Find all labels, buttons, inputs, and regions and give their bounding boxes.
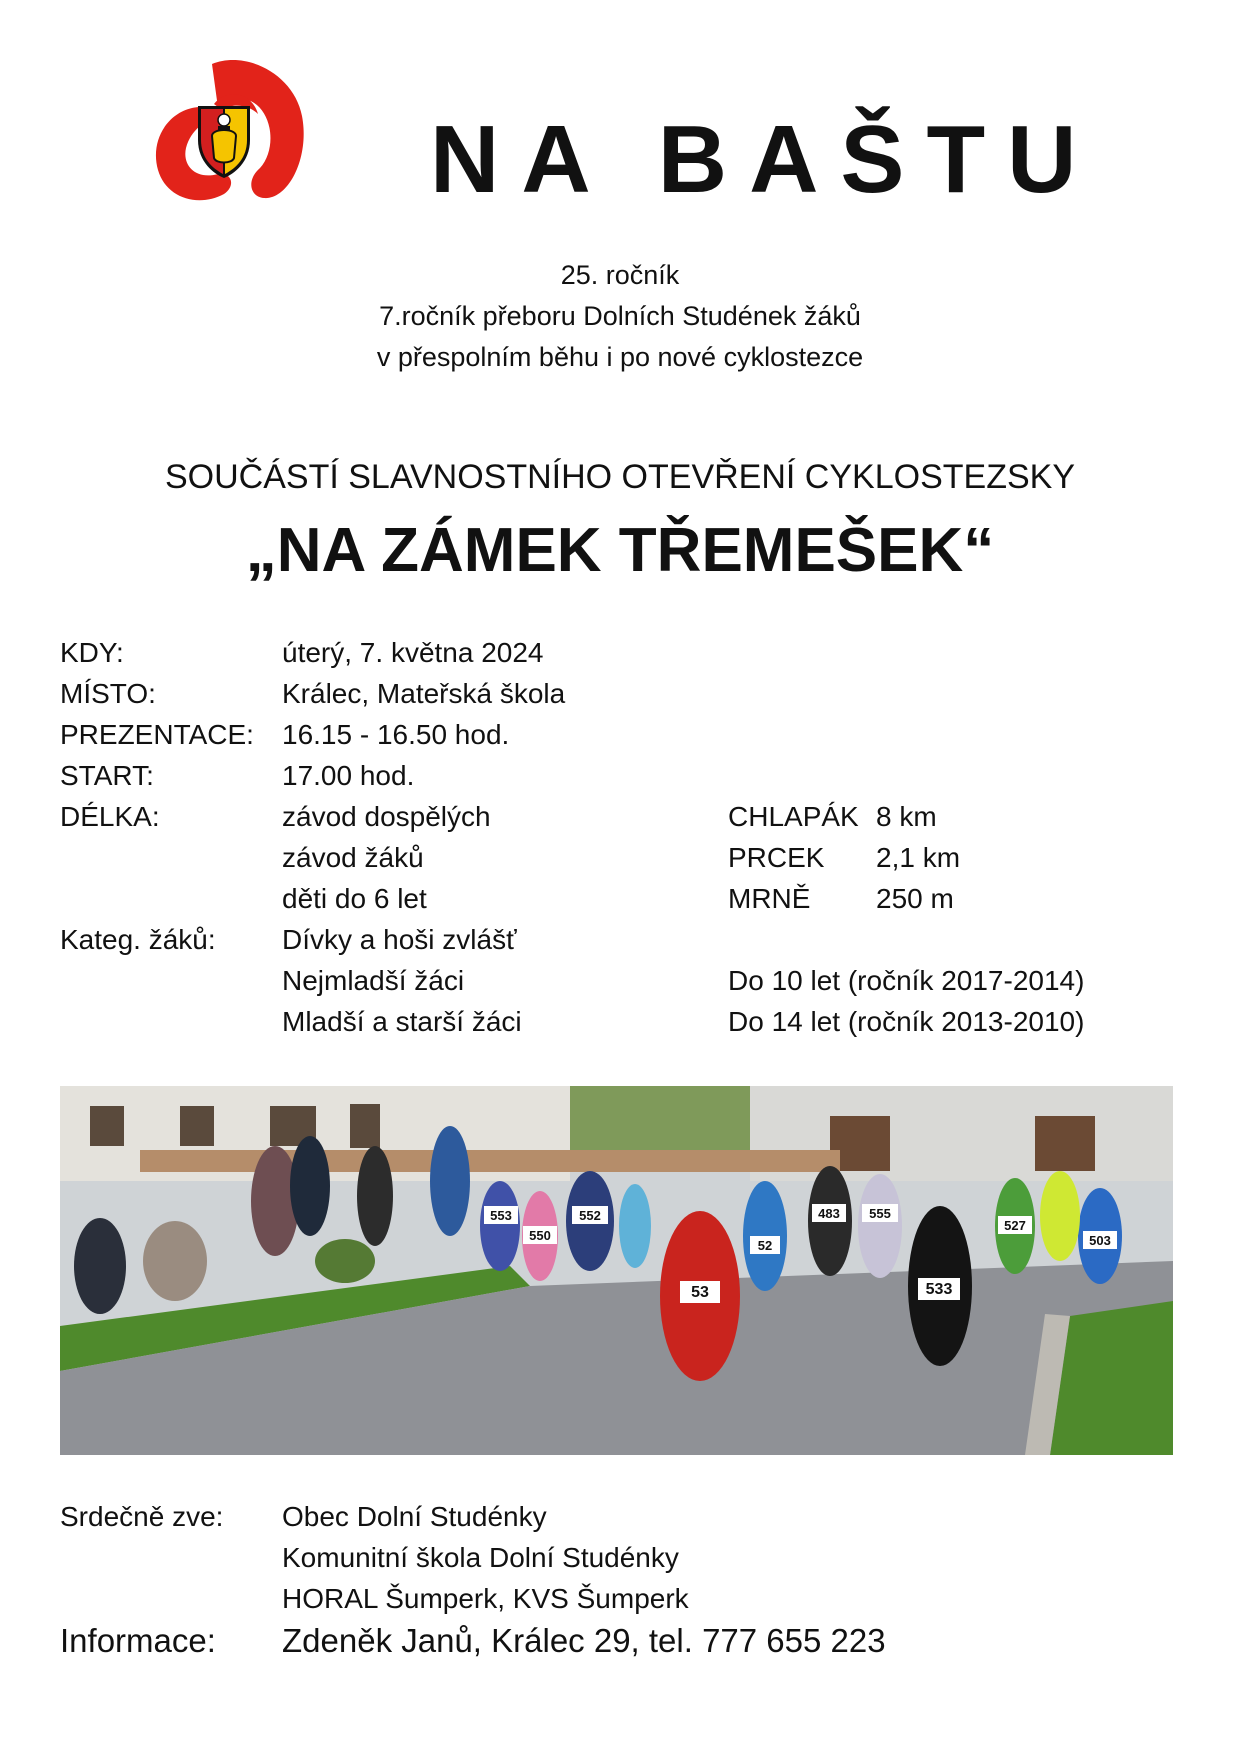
race-start-photo: [60, 1086, 1173, 1455]
length-distance: 250 m: [876, 883, 954, 914]
bib-number: 483: [818, 1206, 840, 1221]
length-race: děti do 6 let: [282, 883, 427, 914]
category-name: Nejmladší žáci: [282, 965, 465, 996]
bib-number: 550: [529, 1228, 551, 1243]
length-race: závod dospělých: [282, 801, 491, 832]
bib-number: 527: [1004, 1218, 1026, 1233]
poster-title: NA BAŠTU: [430, 106, 1099, 213]
registration-value: 16.15 - 16.50 hod.: [282, 719, 510, 750]
category-info: Do 10 let (ročník 2017-2014): [728, 965, 1085, 996]
length-race: závod žáků: [282, 842, 424, 873]
length-race-name: MRNĚ: [728, 883, 811, 914]
info-label: Informace:: [60, 1622, 216, 1659]
inviter: Obec Dolní Studénky: [282, 1501, 547, 1532]
info-contact: Zdeněk Janů, Králec 29, tel. 777 655 223: [282, 1622, 886, 1659]
category-name: Mladší a starší žáci: [282, 1006, 522, 1037]
bib-number: 53: [691, 1284, 709, 1301]
when-label: KDY:: [60, 637, 124, 668]
municipality-logo: [152, 58, 307, 210]
categories-label: Kateg. žáků:: [60, 924, 216, 955]
bib-number: 553: [490, 1208, 512, 1223]
bib-number: 552: [579, 1208, 601, 1223]
length-distance: 8 km: [876, 801, 937, 832]
length-race-name: CHLAPÁK: [728, 801, 859, 832]
bib-number: 52: [757, 1238, 773, 1253]
bib-number: 555: [869, 1206, 891, 1221]
category-name: Dívky a hoši zvlášť: [282, 924, 517, 955]
championship-line: 7.ročník přeboru Dolních Studének žáků: [379, 301, 861, 331]
length-label: DÉLKA:: [60, 801, 160, 832]
when-value: úterý, 7. května 2024: [282, 637, 544, 668]
invite-label: Srdečně zve:: [60, 1501, 224, 1532]
coat-of-arms-shield: [198, 106, 250, 178]
length-race-name: PRCEK: [728, 842, 825, 873]
inviter: HORAL Šumperk, KVS Šumperk: [282, 1583, 689, 1614]
place-value: Králec, Mateřská škola: [282, 678, 566, 709]
cycle-path-name: „NA ZÁMEK TŘEMEŠEK“: [245, 516, 995, 585]
bib-number: 533: [925, 1281, 953, 1298]
edition-line: 25. ročník: [560, 260, 680, 290]
disciplines-line: v přespolním běhu i po nové cyklostezce: [376, 342, 864, 372]
place-label: MÍSTO:: [60, 678, 156, 709]
category-info: Do 14 let (ročník 2013-2010): [728, 1006, 1085, 1037]
length-distance: 2,1 km: [876, 842, 961, 873]
start-value: 17.00 hod.: [282, 760, 415, 791]
registration-label: PREZENTACE:: [60, 719, 254, 750]
bib-number: 503: [1089, 1233, 1111, 1248]
part-of-heading: SOUČÁSTÍ SLAVNOSTNÍHO OTEVŘENÍ CYKLOSTEZSKY: [165, 458, 1075, 496]
start-label: START:: [60, 760, 154, 791]
inviter: Komunitní škola Dolní Studénky: [282, 1542, 679, 1573]
fence: [140, 1150, 840, 1172]
